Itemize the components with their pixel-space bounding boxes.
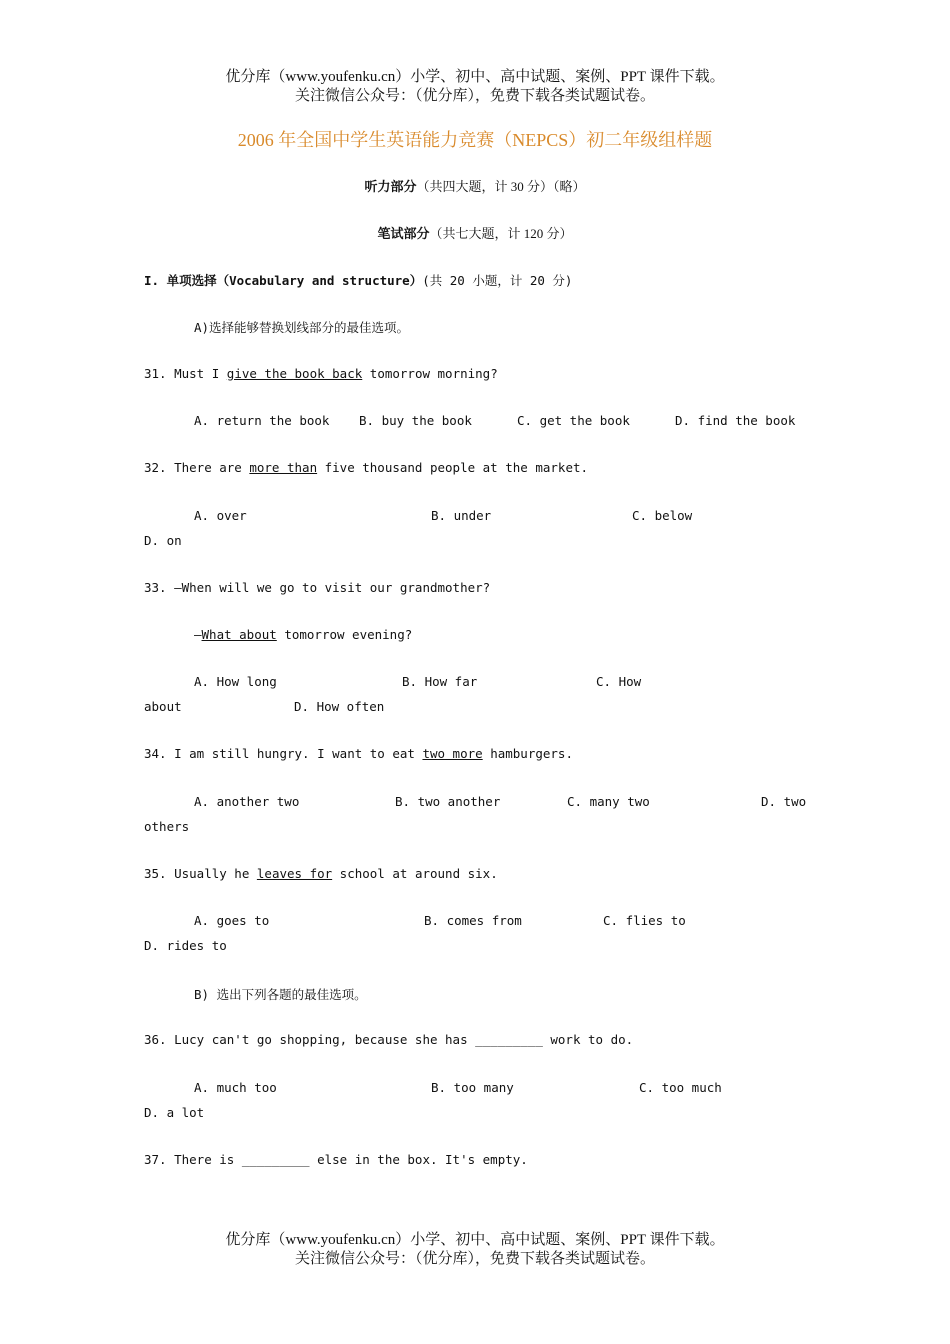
q36-option-d: D. a lot <box>144 1105 205 1120</box>
q31-option-d: D. find the book <box>675 413 796 428</box>
q31-option-a: A. return the book <box>194 413 330 428</box>
q33-reply <box>194 627 412 642</box>
q32-pre: 32. There are <box>144 460 250 475</box>
instruction-a: A)选择能够替换划线部分的最佳选项。 <box>194 320 410 335</box>
q33-option-d: D. How often <box>294 699 385 714</box>
question-32 <box>144 460 588 475</box>
q33-post: tomorrow evening? <box>276 627 413 642</box>
listening-info: （共四大题，计 30 分）（略） <box>416 179 586 194</box>
q33-option-c: C. How <box>596 674 642 689</box>
q33-underlined: What about <box>201 627 277 642</box>
written-label: 笔试部分 <box>377 226 430 241</box>
q33-option-a: A. How long <box>194 674 277 689</box>
q34-option-d-cont: others <box>144 819 190 834</box>
q34-option-a: A. another two <box>194 794 300 809</box>
q32-option-d: D. on <box>144 533 182 548</box>
q34-post: hamburgers. <box>482 746 573 761</box>
q31-option-b: B. buy the book <box>359 413 472 428</box>
question-35 <box>144 866 498 881</box>
instruction-b: B) 选出下列各题的最佳选项。 <box>194 987 367 1002</box>
q35-post: school at around six. <box>332 866 498 881</box>
q33-pre: — <box>194 627 202 642</box>
q31-pre: 31. Must I <box>144 366 227 381</box>
q36-option-b: B. too many <box>431 1080 514 1095</box>
q35-option-a: A. goes to <box>194 913 270 928</box>
written-info: （共七大题，计 120 分） <box>429 226 573 241</box>
q35-pre: 35. Usually he <box>144 866 257 881</box>
listening-label: 听力部分 <box>364 179 417 194</box>
header-line-1: 优分库（www.youfenku.cn）小学、初中、高中试题、案例、PPT 课件下载。 <box>225 69 725 85</box>
header-line-2: 关注微信公众号：（优分库），免费下载各类试题试卷。 <box>294 88 655 104</box>
written-section-heading <box>0 223 950 242</box>
q33-option-c-cont: about <box>144 699 182 714</box>
q35-option-b: B. comes from <box>424 913 522 928</box>
listening-section-heading <box>0 176 950 195</box>
part1-label: I. 单项选择（Vocabulary and structure） <box>144 273 423 288</box>
question-34 <box>144 746 573 761</box>
q31-option-c: C. get the book <box>517 413 630 428</box>
q34-option-d: D. two <box>761 794 807 809</box>
part1-heading <box>144 271 572 289</box>
q32-post: five thousand people at the market. <box>317 460 589 475</box>
document-title: 2006 年全国中学生英语能力竞赛（NEPCS）初二年级组样题 <box>237 130 713 150</box>
question-33: 33. —When will we go to visit our grandmother? <box>144 580 491 595</box>
q35-option-c: C. flies to <box>603 913 686 928</box>
q34-underlined: two more <box>422 746 483 761</box>
q32-option-c: C. below <box>632 508 693 523</box>
q34-option-c: C. many two <box>567 794 650 809</box>
q32-option-a: A. over <box>194 508 247 523</box>
q34-option-b: B. two another <box>395 794 501 809</box>
q35-option-d: D. rides to <box>144 938 227 953</box>
question-37: 37. There is _________ else in the box. It's empty. <box>144 1152 528 1167</box>
footer-line-2: 关注微信公众号：（优分库），免费下载各类试题试卷。 <box>294 1251 655 1267</box>
q31-post: tomorrow morning? <box>362 366 498 381</box>
q31-underlined: give the book back <box>226 366 363 381</box>
q32-option-b: B. under <box>431 508 492 523</box>
q36-option-c: C. too much <box>639 1080 722 1095</box>
q35-underlined: leaves for <box>256 866 333 881</box>
footer-line-1: 优分库（www.youfenku.cn）小学、初中、高中试题、案例、PPT 课件下载。 <box>225 1232 725 1248</box>
question-31 <box>144 366 498 381</box>
part1-info: (共 20 小题，计 20 分) <box>422 273 573 288</box>
q36-option-a: A. much too <box>194 1080 277 1095</box>
question-36: 36. Lucy can't go shopping, because she has _________ work to do. <box>144 1032 634 1047</box>
q32-underlined: more than <box>249 460 318 475</box>
q34-pre: 34. I am still hungry. I want to eat <box>144 746 423 761</box>
q33-option-b: B. How far <box>402 674 478 689</box>
